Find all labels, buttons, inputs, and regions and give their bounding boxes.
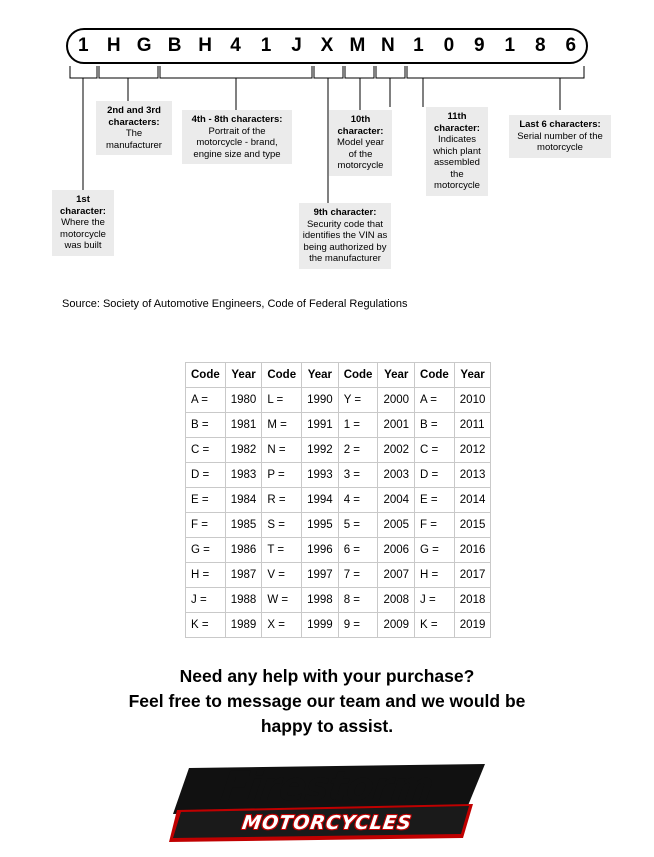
callout-title: 4th - 8th characters: [191, 114, 283, 125]
column-header: Year [302, 363, 339, 388]
code-cell: 7 = [338, 563, 378, 588]
year-cell: 1991 [302, 413, 339, 438]
table-row [186, 588, 491, 613]
vin-character: 1 [413, 35, 424, 56]
logo-subtitle: MOTORCYCLES [240, 812, 414, 834]
table-row [186, 513, 491, 538]
vin-decoder-diagram [0, 0, 654, 320]
code-cell: Y = [338, 388, 378, 413]
code-cell: E = [415, 488, 455, 513]
code-cell: S = [262, 513, 302, 538]
year-cell: 2004 [378, 488, 415, 513]
vin-character: 1 [260, 35, 272, 56]
year-cell: 1998 [302, 588, 339, 613]
code-cell: A = [415, 388, 455, 413]
code-cell: R = [262, 488, 302, 513]
code-cell: D = [415, 463, 455, 488]
year-cell: 1995 [302, 513, 339, 538]
code-cell: C = [186, 438, 226, 463]
firestorm-motorcycles-logo [167, 762, 487, 844]
callout-body: Security code that identifies the VIN as being authorized by the manufacturer [302, 218, 388, 264]
callout-11th-character [426, 107, 488, 196]
column-header: Code [415, 363, 455, 388]
code-cell: D = [186, 463, 226, 488]
vin-character: 9 [474, 35, 485, 56]
help-line-3: happy to assist. [260, 716, 394, 736]
code-cell: L = [262, 388, 302, 413]
callout-title: Last 6 characters: [519, 119, 601, 130]
year-cell: 2000 [378, 388, 415, 413]
code-cell: 3 = [338, 463, 378, 488]
code-cell: 6 = [338, 538, 378, 563]
table-row [186, 388, 491, 413]
code-cell: 8 = [338, 588, 378, 613]
code-cell: H = [415, 563, 455, 588]
table-row [186, 538, 491, 563]
column-header: Code [186, 363, 226, 388]
code-cell: H = [186, 563, 226, 588]
year-cell: 2001 [378, 413, 415, 438]
vin-character: H [106, 35, 121, 56]
code-cell: K = [186, 613, 226, 638]
callout-2nd-3rd-characters [96, 101, 172, 155]
vin-character: N [381, 35, 395, 56]
vin-character: 1 [504, 35, 516, 56]
code-cell: E = [186, 488, 226, 513]
table-row [186, 463, 491, 488]
code-cell: J = [415, 588, 455, 613]
year-cell: 2002 [378, 438, 415, 463]
source-note: Source: Society of Automotive Engineers, Code of Federal Regulations [62, 298, 408, 310]
column-header: Code [262, 363, 302, 388]
year-cell: 2013 [454, 463, 491, 488]
year-cell: 1984 [225, 488, 262, 513]
callout-title: 10th character: [337, 114, 384, 137]
code-cell: F = [186, 513, 226, 538]
callout-9th-character [299, 203, 391, 269]
help-line-1: Need any help with your purchase? [179, 666, 475, 686]
year-cell: 2014 [454, 488, 491, 513]
callout-1st-character [52, 190, 114, 256]
year-cell: 2012 [454, 438, 491, 463]
code-cell: G = [186, 538, 226, 563]
vin-character: M [349, 35, 366, 56]
year-cell: 1982 [225, 438, 262, 463]
year-cell: 1999 [302, 613, 339, 638]
year-cell: 1994 [302, 488, 339, 513]
vin-character: H [198, 35, 212, 56]
year-cell: 2008 [378, 588, 415, 613]
table-row [186, 613, 491, 638]
year-cell: 2009 [378, 613, 415, 638]
code-cell: W = [262, 588, 302, 613]
code-cell: M = [262, 413, 302, 438]
year-cell: 2017 [454, 563, 491, 588]
year-cell: 1990 [302, 388, 339, 413]
vin-character: G [136, 35, 152, 56]
vin-character: B [167, 35, 182, 56]
callout-body: The manufacturer [106, 128, 162, 151]
callout-body: Serial number of the motorcycle [517, 130, 603, 153]
logo-name: Firestorm [218, 764, 436, 810]
model-year-code-table [185, 362, 491, 638]
code-cell: P = [262, 463, 302, 488]
code-cell: 1 = [338, 413, 378, 438]
help-line-2: Feel free to message our team and we would be [128, 691, 526, 711]
year-cell: 2016 [454, 538, 491, 563]
callout-body: Indicates which plant assembled the motorcycle [433, 134, 481, 191]
column-header: Code [338, 363, 378, 388]
callout-title: 2nd and 3rd characters: [107, 105, 161, 128]
code-cell: 4 = [338, 488, 378, 513]
year-cell: 1993 [302, 463, 339, 488]
year-cell: 2011 [454, 413, 491, 438]
year-cell: 1996 [302, 538, 339, 563]
vin-character: 4 [230, 35, 241, 56]
callout-title: 11th character: [434, 111, 480, 134]
code-cell: V = [262, 563, 302, 588]
callout-body: Where the motorcycle was built [60, 217, 106, 251]
year-cell: 1981 [225, 413, 262, 438]
vin-character: 6 [565, 35, 577, 56]
year-cell: 1980 [225, 388, 262, 413]
vin-number-display [66, 28, 588, 64]
table-row [186, 413, 491, 438]
year-cell: 1988 [225, 588, 262, 613]
year-cell: 2019 [454, 613, 491, 638]
code-cell: 5 = [338, 513, 378, 538]
year-cell: 2005 [378, 513, 415, 538]
callout-4th-8th-characters [182, 110, 292, 164]
code-cell: B = [186, 413, 226, 438]
vin-character: 1 [77, 35, 89, 56]
column-header: Year [378, 363, 415, 388]
year-cell: 1986 [225, 538, 262, 563]
year-cell: 1997 [302, 563, 339, 588]
vin-character: 0 [443, 35, 455, 56]
callout-10th-character [329, 110, 392, 176]
code-cell: F = [415, 513, 455, 538]
code-cell: X = [262, 613, 302, 638]
vin-character: X [320, 35, 334, 56]
table-row [186, 563, 491, 588]
vin-character: 8 [534, 35, 546, 56]
callout-body: Model year of the motorcycle [337, 137, 384, 171]
column-header: Year [225, 363, 262, 388]
year-cell: 1989 [225, 613, 262, 638]
year-cell: 2006 [378, 538, 415, 563]
code-cell: G = [415, 538, 455, 563]
callout-title: 1st character: [60, 194, 106, 217]
code-cell: 2 = [338, 438, 378, 463]
code-cell: B = [415, 413, 455, 438]
table-row [186, 438, 491, 463]
code-cell: C = [415, 438, 455, 463]
code-cell: T = [262, 538, 302, 563]
callout-last-6-characters [509, 115, 611, 158]
code-cell: K = [415, 613, 455, 638]
table-row [186, 488, 491, 513]
column-header: Year [454, 363, 491, 388]
year-cell: 1983 [225, 463, 262, 488]
code-cell: J = [186, 588, 226, 613]
year-cell: 2015 [454, 513, 491, 538]
year-cell: 2003 [378, 463, 415, 488]
year-cell: 2010 [454, 388, 491, 413]
year-cell: 2007 [378, 563, 415, 588]
year-cell: 1985 [225, 513, 262, 538]
year-cell: 2018 [454, 588, 491, 613]
table-header-row [186, 363, 491, 388]
year-cell: 1992 [302, 438, 339, 463]
help-message [60, 664, 594, 739]
code-cell: N = [262, 438, 302, 463]
callout-title: 9th character: [313, 207, 377, 218]
code-cell: 9 = [338, 613, 378, 638]
code-cell: A = [186, 388, 226, 413]
vin-character: J [291, 35, 302, 56]
callout-body: Portrait of the motorcycle - brand, engine size and type [193, 125, 281, 160]
year-cell: 1987 [225, 563, 262, 588]
